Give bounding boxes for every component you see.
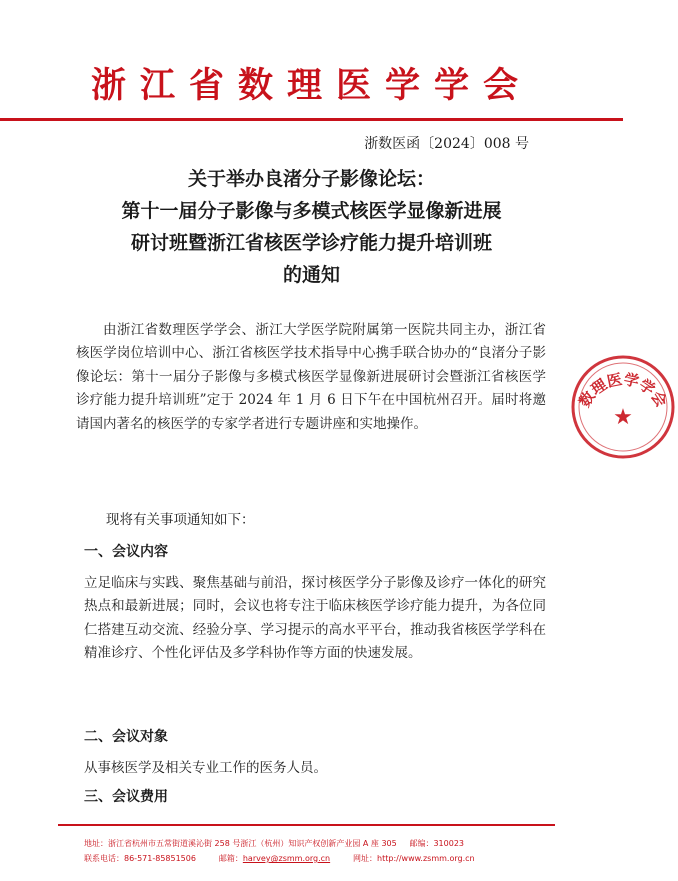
address-label: 地址：	[84, 839, 108, 848]
footer-address-row	[84, 838, 464, 849]
footer-divider	[58, 824, 555, 826]
phone-value: 86-571-85851506	[124, 854, 196, 863]
email-link[interactable]: harvey@zsmm.org.cn	[242, 854, 331, 863]
svg-text:★: ★	[613, 405, 633, 430]
postcode-label: 邮编：	[409, 839, 434, 848]
intro-paragraph: 由浙江省数理医学学会、浙江大学医学院附属第一医院共同主办，浙江省核医学岗位培训中心、浙江省核医学技术指导中心携手联合协办的“良渚分子影像论坛：第十一届分子影像与多模式核医学显像新进展研讨会暨浙江省核医学诊疗能力提升培训班”定于 2024 年 1 月 6 日下午在中国杭州召开。届时将邀请国内著名的核医学的专家学者进行专题讲座和实地操作。	[76, 322, 546, 432]
section-heading-content: 一、会议内容	[84, 544, 168, 560]
section-body-audience: 从事核医学及相关专业工作的医务人员。	[84, 760, 327, 776]
document-number: 浙数医函〔2024〕008 号	[364, 136, 529, 152]
organization-title: 浙江省数理医学学会	[90, 65, 532, 106]
title-line-4: 的通知	[282, 264, 340, 286]
phone-label: 联系电话：	[84, 854, 124, 863]
title-line-2: 第十一届分子影像与多模式核医学显像新进展	[121, 200, 502, 222]
section-heading-fees: 三、会议费用	[84, 789, 168, 805]
website-link[interactable]: http://www.zsmm.org.cn	[377, 854, 475, 863]
notice-line: 现将有关事项通知如下：	[106, 512, 255, 528]
postcode-value: 310023	[433, 839, 464, 848]
website-label: 网址：	[353, 854, 378, 863]
header-divider	[0, 118, 623, 121]
title-line-3: 研讨班暨浙江省核医学诊疗能力提升培训班	[130, 232, 492, 254]
title-line-1: 关于举办良渚分子影像论坛：	[187, 168, 435, 190]
section-body-content: 立足临床与实践、聚焦基础与前沿，探讨核医学分子影像及诊疗一体化的研究热点和最新进展；同时，会议也将专注于临床核医学诊疗能力提升，为各位同仁搭建互动交流、经验分享、学习提示的高水平平台，推动我省核医学学科在精准诊疗、个性化评估及多学科协作等方面的快速发展。	[84, 575, 546, 662]
svg-text:数理医学学会: 数理医学学会	[575, 370, 671, 411]
section-heading-audience: 二、会议对象	[84, 729, 168, 745]
address-value: 浙江省杭州市五常街道溪沁街 258 号浙江（杭州）知识产权创新产业园 A 座 305	[108, 839, 397, 848]
email-label: 邮箱：	[218, 854, 243, 863]
footer-contact-row	[84, 853, 475, 864]
official-seal	[568, 352, 678, 462]
